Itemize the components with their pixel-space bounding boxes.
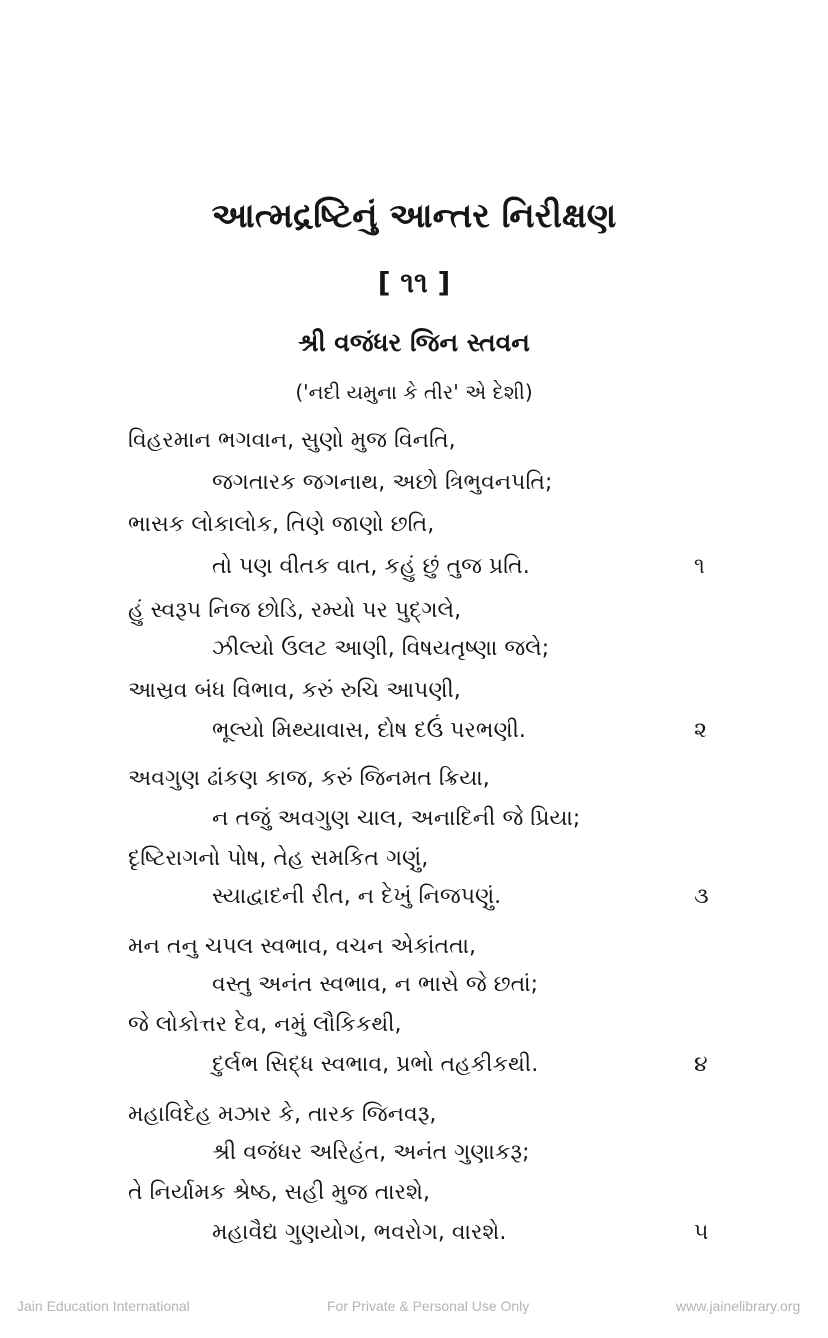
verse-line: દુર્લભ સિદ્ધ સ્વભાવ, પ્રભો તહકીકથી. (212, 1052, 539, 1077)
hymn-title: શ્રી વજંધર જિન સ્તવન (298, 328, 530, 357)
verse-line: મહાવૈદ્ય ગુણયોગ, ભવરોગ, વારશે. (212, 1220, 507, 1245)
verse-line: ન તજું અવગુણ ચાલ, અનાદિની જે પ્રિયા; (212, 806, 581, 831)
verse-line: શ્રી વજંધર અરિહંત, અનંત ગુણાકરૂ; (212, 1140, 530, 1165)
verse-line: અવગુણ ઢાંકણ કાજ, કરું જિનમત ક્રિયા, (128, 766, 490, 791)
verse-line: મન તનુ ચપલ સ્વભાવ, વચન એકાંતતા, (128, 934, 477, 959)
footer-publisher: Jain Education International (17, 1298, 190, 1314)
tune-note: ('નદી યમુના કે તીર' એ દેશી) (295, 380, 533, 404)
verse-line: મહાવિદેહ મઝાર કે, તારક જિનવરૂ, (128, 1102, 437, 1127)
verse-line: તે નિર્યામક શ્રેષ્ઠ, સહી મુજ તારશે, (128, 1180, 430, 1205)
verse-number: ૧ (694, 554, 705, 579)
verse-line: વસ્તુ અનંત સ્વભાવ, ન ભાસે જે છતાં; (212, 972, 539, 997)
verse-line: સ્યાદ્વાદની રીત, ન દેખું નિજપણું. (212, 884, 502, 909)
verse-line: તો પણ વીતક વાત, કહું છું તુજ પ્રતિ. (212, 554, 530, 579)
page-title: આત્મદ્રષ્ટિનું આન્તર નિરીક્ષણ (211, 196, 617, 236)
verse-line: હું સ્વરૂપ નિજ છોડિ, રમ્યો પર પુદ્ગલે, (128, 598, 462, 623)
verse-number: ૫ (694, 1220, 709, 1245)
verse-line: વિહરમાન ભગવાન, સુણો મુજ વિનતિ, (128, 428, 456, 453)
verse-line: જે લોકોત્તર દેવ, નમું લૌકિકથી, (128, 1012, 402, 1037)
verse-line: જગતારક જગનાથ, અછો ત્રિભુવનપતિ; (212, 470, 553, 495)
footer-usage-note: For Private & Personal Use Only (327, 1298, 530, 1314)
verse-line: ઝીલ્યો ઉલટ આણી, વિષયતૃષ્ણા જલે; (212, 636, 550, 661)
verse-line: ભૂલ્યો મિથ્યાવાસ, દોષ દઉં પરભણી. (212, 718, 526, 743)
verse-number: ૩ (694, 884, 709, 909)
verse-line: ભાસક લોકાલોક, તિણે જાણો છતિ, (128, 512, 435, 537)
footer-website-link[interactable]: www.jainelibrary.org (676, 1298, 801, 1314)
verse-number: ૪ (694, 1052, 708, 1077)
section-number: [ ૧૧ ] (377, 266, 451, 299)
verse-number: ૨ (694, 718, 707, 743)
verse-line: આસ્રવ બંધ વિભાવ, કરું રુચિ આપણી, (128, 678, 461, 703)
verse-line: દૃષ્ટિરાગનો પોષ, તેહ સમકિત ગણું, (128, 846, 429, 871)
